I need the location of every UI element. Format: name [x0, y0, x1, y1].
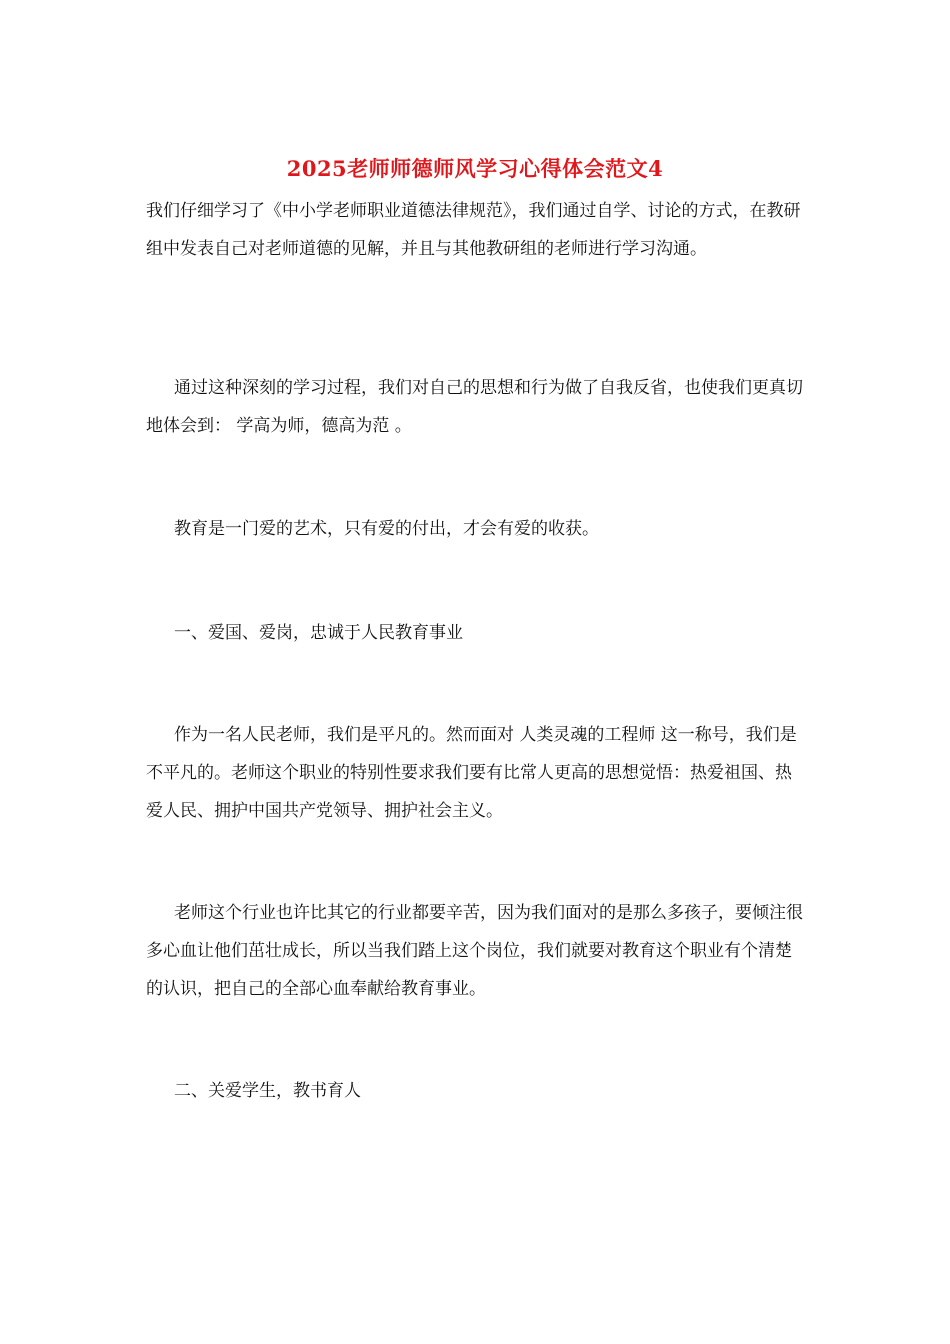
paragraph-dedication: 老师这个行业也许比其它的行业都要辛苦，因为我们面对的是那么多孩子，要倾注很多心血让他们茁壮成长，所以当我们踏上这个岗位，我们就要对教育这个职业有个清楚的认识，把自己的全部心血奉献给教育事业。 [146, 903, 803, 999]
paragraph-intro: 我们仔细学习了《中小学老师职业道德法律规范》，我们通过自学、讨论的方式，在教研组中发表自己对老师道德的见解，并且与其他教研组的老师进行学习沟通。 [146, 201, 801, 259]
section-heading-1: 一、爱国、爱岗，忠诚于人民教育事业 [174, 623, 463, 643]
section-heading-2: 二、关爱学生，教书育人 [174, 1081, 361, 1101]
document-title: 2025老师师德师风学习心得体会范文4 [286, 156, 664, 181]
paragraph-ordinary-teacher: 作为一名人民老师，我们是平凡的。然而面对 人类灵魂的工程师 这一称号，我们是不平凡的。老师这个职业的特别性要求我们要有比常人更高的思想觉悟：热爱祖国、热爱人民、拥护中国共产党领导、拥护社会主义。 [146, 725, 797, 821]
paragraph-reflection: 通过这种深刻的学习过程，我们对自己的思想和行为做了自我反省，也使我们更真切地体会到： 学高为师，德高为范 。 [146, 378, 803, 436]
paragraph-love-of-education: 教育是一门爱的艺术，只有爱的付出，才会有爱的收获。 [174, 519, 599, 539]
